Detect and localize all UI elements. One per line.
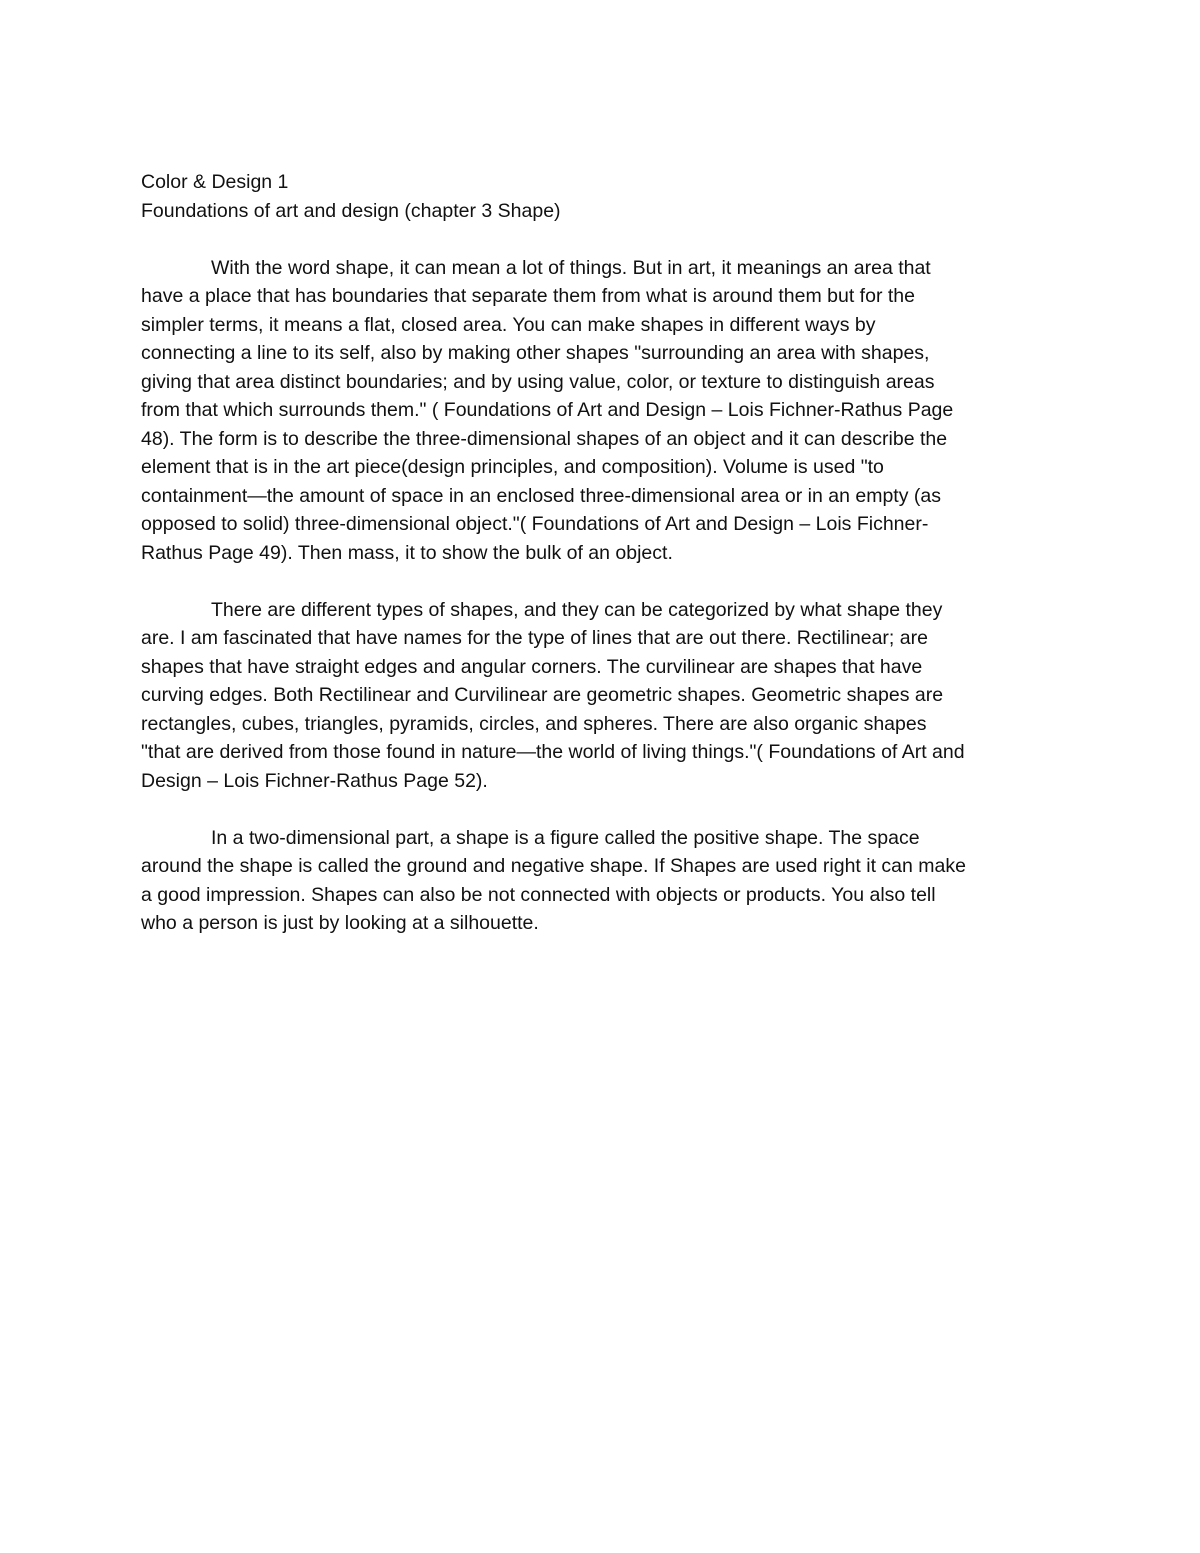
paragraph-line: In a two-dimensional part, a shape is a figure called the positive shape. The space — [211, 826, 920, 849]
paragraph-line: opposed to solid) three-dimensional object."( Foundations of Art and Design – Lois Fichner- — [141, 513, 929, 535]
paragraph-line: connecting a line to its self, also by making other shapes "surrounding an area with shapes, — [141, 342, 930, 364]
spacer — [141, 795, 1066, 824]
paragraph-line: from that which surrounds them." ( Foundations of Art and Design – Lois Fichner-Rathus Page — [141, 399, 954, 421]
paragraph-2 — [141, 596, 1066, 796]
paragraph-line: rectangles, cubes, triangles, pyramids, circles, and spheres. There are also organic shapes — [141, 712, 927, 735]
course-title: Color & Design 1 — [141, 171, 289, 193]
paragraph-1 — [141, 254, 1066, 568]
paragraph-line: element that is in the art piece(design principles, and composition). Volume is used "to — [141, 456, 884, 478]
paragraph-line: Design – Lois Fichner-Rathus Page 52). — [141, 769, 488, 792]
document-body — [141, 168, 1066, 938]
paragraph-line: With the word shape, it can mean a lot of things. But in art, it meanings an area that — [211, 256, 931, 279]
paragraph-line: who a person is just by looking at a silhouette. — [141, 912, 539, 934]
paragraph-line: shapes that have straight edges and angular corners. The curvilinear are shapes that have — [141, 655, 923, 678]
paragraph-line: Rathus Page 49). Then mass, it to show the bulk of an object. — [141, 541, 673, 564]
paragraph-3 — [141, 824, 1066, 938]
paragraph-line: simpler terms, it means a flat, closed area. You can make shapes in different ways by — [141, 313, 876, 336]
paragraph-line: around the shape is called the ground and negative shape. If Shapes are used right it can make — [141, 855, 966, 877]
paragraph-line: "that are derived from those found in nature—the world of living things."( Foundations of Art and — [141, 741, 965, 763]
paragraph-line: a good impression. Shapes can also be not connected with objects or products. You also tell — [141, 883, 936, 906]
paragraph-line: giving that area distinct boundaries; and by using value, color, or texture to distinguish areas — [141, 370, 935, 393]
assignment-title: Foundations of art and design (chapter 3 Shape) — [141, 199, 561, 222]
paragraph-line: There are different types of shapes, and they can be categorized by what shape they — [211, 598, 943, 621]
spacer — [141, 567, 1066, 596]
paragraph-line: 48). The form is to describe the three-dimensional shapes of an object and it can describe the — [141, 427, 948, 450]
paragraph-line: curving edges. Both Rectilinear and Curvilinear are geometric shapes. Geometric shapes are — [141, 684, 944, 706]
spacer — [141, 225, 1066, 254]
paragraph-line: containment—the amount of space in an enclosed three-dimensional area or in an empty (as — [141, 484, 941, 507]
paragraph-line: have a place that has boundaries that separate them from what is around them but for the — [141, 285, 915, 307]
paragraph-line: are. I am fascinated that have names for the type of lines that are out there. Rectilinear; are — [141, 627, 928, 649]
